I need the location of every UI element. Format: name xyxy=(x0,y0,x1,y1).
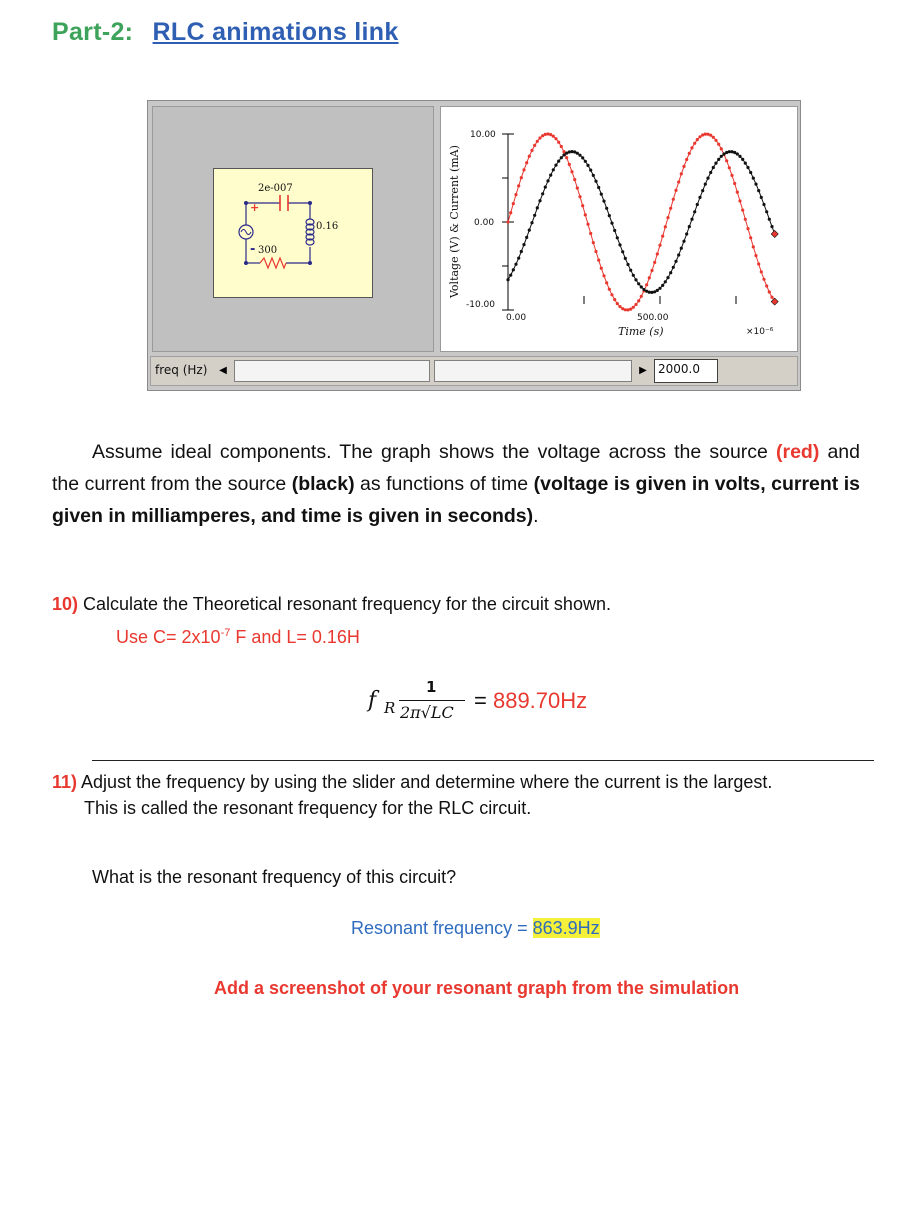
question-number: 11) xyxy=(52,772,78,792)
data-point xyxy=(688,152,691,155)
data-point xyxy=(736,152,739,155)
data-point xyxy=(517,184,520,187)
data-point xyxy=(618,243,621,246)
x-tick-label: 500.00 xyxy=(637,313,669,323)
data-point xyxy=(653,261,656,264)
data-point xyxy=(709,171,712,174)
data-point xyxy=(650,291,653,294)
fraction-denominator: 2π√LC xyxy=(400,703,454,722)
data-point xyxy=(584,213,587,216)
data-point xyxy=(765,284,768,287)
data-point xyxy=(610,222,613,225)
data-point xyxy=(525,161,528,164)
data-point xyxy=(762,203,765,206)
data-point xyxy=(592,174,595,177)
assume-text: . xyxy=(533,505,539,527)
data-point xyxy=(560,156,563,159)
data-point xyxy=(725,159,728,162)
question-text: Calculate the Theoretical resonant frequency for the circuit shown. xyxy=(78,594,611,614)
x-tick-label: 0.00 xyxy=(506,313,527,323)
data-point xyxy=(736,191,739,194)
question-number: 10) xyxy=(52,594,79,614)
given-suffix: F and L= 0.16H xyxy=(230,627,360,647)
data-point xyxy=(608,288,611,291)
data-point xyxy=(509,211,512,214)
data-point xyxy=(506,278,509,281)
data-point xyxy=(669,207,672,210)
data-point xyxy=(557,160,560,163)
rlc-animations-link[interactable]: RLC animations link xyxy=(152,18,399,46)
data-point xyxy=(616,302,619,305)
data-point xyxy=(506,220,509,223)
data-point xyxy=(512,202,515,205)
data-point xyxy=(661,284,664,287)
data-point xyxy=(610,293,613,296)
resonant-value: 863.9Hz xyxy=(532,918,600,938)
data-point xyxy=(717,158,720,161)
data-point xyxy=(536,206,539,209)
data-point xyxy=(554,137,557,140)
capacitor-icon xyxy=(280,195,288,211)
voltage-current-chart xyxy=(440,106,798,352)
data-point xyxy=(640,285,643,288)
data-point xyxy=(594,180,597,183)
data-point xyxy=(704,183,707,186)
data-point xyxy=(613,229,616,232)
data-point xyxy=(685,158,688,161)
slider-left-arrow-icon[interactable]: ◀ xyxy=(219,365,227,376)
data-point xyxy=(746,166,749,169)
y-axis-label: Voltage (V) & Current (mA) xyxy=(448,145,461,298)
black-keyword: (black) xyxy=(291,473,355,495)
data-point xyxy=(621,250,624,253)
data-point xyxy=(709,134,712,137)
data-point xyxy=(760,196,763,199)
data-point xyxy=(746,227,749,230)
data-point xyxy=(605,281,608,284)
data-point xyxy=(757,189,760,192)
data-point xyxy=(616,236,619,239)
data-point xyxy=(528,155,531,158)
circuit-diagram xyxy=(213,168,373,298)
data-point xyxy=(570,170,573,173)
data-point xyxy=(666,216,669,219)
data-point xyxy=(757,262,760,265)
data-point xyxy=(728,166,731,169)
data-point xyxy=(624,257,627,260)
question-text: Adjust the frequency by using the slider and determine where the current is the largest. xyxy=(77,772,773,792)
data-point xyxy=(576,186,579,189)
data-point xyxy=(677,180,680,183)
data-point xyxy=(530,221,533,224)
data-point xyxy=(549,174,552,177)
data-point xyxy=(717,143,720,146)
data-point xyxy=(557,141,560,144)
data-point xyxy=(562,150,565,153)
data-point xyxy=(514,193,517,196)
data-point xyxy=(768,290,771,293)
data-point xyxy=(552,135,555,138)
formula-result xyxy=(474,688,587,714)
minus-sign: - xyxy=(250,242,256,257)
x-scale-label: ×10⁻⁶ xyxy=(746,327,774,337)
data-point xyxy=(618,305,621,308)
data-point xyxy=(664,280,667,283)
data-point xyxy=(656,289,659,292)
given-exponent: -7 xyxy=(220,627,231,639)
data-point xyxy=(538,199,541,202)
data-point xyxy=(634,303,637,306)
data-point xyxy=(720,147,723,150)
data-point xyxy=(714,162,717,165)
data-point xyxy=(760,270,763,273)
heading-part: Part-2: xyxy=(52,18,134,46)
voltage-series xyxy=(506,132,778,311)
data-point xyxy=(698,135,701,138)
data-point xyxy=(594,250,597,253)
data-point xyxy=(669,271,672,274)
data-point xyxy=(536,140,539,143)
data-point xyxy=(581,156,584,159)
resistor-icon xyxy=(260,258,286,268)
data-point xyxy=(666,276,669,279)
data-point xyxy=(637,299,640,302)
data-point xyxy=(552,168,555,171)
question-11 xyxy=(52,772,772,793)
data-point xyxy=(528,229,531,232)
data-point xyxy=(738,199,741,202)
series-line xyxy=(508,152,775,293)
fraction-bar xyxy=(399,700,465,701)
data-point xyxy=(730,150,733,153)
divider xyxy=(92,760,874,761)
question-11-line-2: This is called the resonant frequency for the RLC circuit. xyxy=(84,798,532,818)
data-point xyxy=(645,283,648,286)
data-point xyxy=(546,132,549,135)
data-point xyxy=(680,172,683,175)
data-point xyxy=(605,207,608,210)
inductor-icon xyxy=(306,219,314,245)
resonant-answer xyxy=(351,918,600,939)
data-point xyxy=(754,254,757,257)
data-point xyxy=(730,174,733,177)
data-point xyxy=(637,282,640,285)
data-point xyxy=(706,177,709,180)
data-point xyxy=(570,150,573,153)
current-series xyxy=(506,150,778,294)
series-line xyxy=(508,134,775,310)
data-point xyxy=(629,308,632,311)
data-point xyxy=(602,200,605,203)
data-point xyxy=(613,298,616,301)
data-point xyxy=(597,186,600,189)
red-keyword: (red) xyxy=(776,441,820,463)
data-point xyxy=(712,166,715,169)
data-point xyxy=(690,146,693,149)
data-point xyxy=(696,203,699,206)
data-point xyxy=(690,218,693,221)
data-point xyxy=(568,150,571,153)
data-point xyxy=(626,308,629,311)
data-point xyxy=(752,177,755,180)
y-tick-label: -10.00 xyxy=(466,300,496,310)
assume-text: as functions of time xyxy=(354,473,534,495)
data-point xyxy=(517,257,520,260)
data-point xyxy=(722,152,725,155)
assume-text: Assume ideal components. The graph shows the voltage across the source xyxy=(92,441,776,463)
assumption-paragraph xyxy=(52,436,860,532)
page-heading xyxy=(52,18,399,47)
data-point xyxy=(520,176,523,179)
data-point xyxy=(744,218,747,221)
series-end-marker xyxy=(771,230,778,237)
data-point xyxy=(677,253,680,256)
data-point xyxy=(629,269,632,272)
data-point xyxy=(544,186,547,189)
data-point xyxy=(672,266,675,269)
data-point xyxy=(752,245,755,248)
data-point xyxy=(578,154,581,157)
x-axis-label: Time (s) xyxy=(618,325,664,338)
data-point xyxy=(581,204,584,207)
data-point xyxy=(533,144,536,147)
freq-slider-track[interactable] xyxy=(434,360,632,382)
data-point xyxy=(741,209,744,212)
data-point xyxy=(762,278,765,281)
data-point xyxy=(568,163,571,166)
data-point xyxy=(696,138,699,141)
data-point xyxy=(680,247,683,250)
data-point xyxy=(608,214,611,217)
data-point xyxy=(720,155,723,158)
data-point xyxy=(698,196,701,199)
data-point xyxy=(509,274,512,277)
data-point xyxy=(514,263,517,266)
data-point xyxy=(648,276,651,279)
chart-axes xyxy=(502,134,736,310)
theoretical-frequency-value: 889.70Hz xyxy=(492,688,588,713)
data-point xyxy=(632,306,635,309)
data-point xyxy=(522,168,525,171)
data-point xyxy=(626,263,629,266)
data-point xyxy=(576,152,579,155)
inductor-label: 0.16 xyxy=(316,221,339,232)
data-point xyxy=(586,223,589,226)
screenshot-instruction: Add a screenshot of your resonant graph from the simulation xyxy=(214,978,740,998)
data-point xyxy=(600,193,603,196)
data-point xyxy=(765,210,768,213)
resistor-label: 300 xyxy=(258,245,278,256)
data-point xyxy=(658,287,661,290)
data-point xyxy=(642,288,645,291)
slider-right-arrow-icon[interactable]: ▶ xyxy=(639,365,647,376)
data-point xyxy=(658,244,661,247)
data-point xyxy=(600,267,603,270)
series-end-marker xyxy=(771,298,778,305)
data-point xyxy=(520,250,523,253)
data-point xyxy=(770,296,773,299)
units-note: (voltage is given in volts, current is given in milliamperes, and time is given in seconds) xyxy=(52,473,860,527)
data-point xyxy=(578,195,581,198)
data-point xyxy=(525,236,528,239)
data-point xyxy=(522,243,525,246)
data-point xyxy=(741,158,744,161)
data-point xyxy=(749,236,752,239)
data-point xyxy=(573,178,576,181)
data-point xyxy=(565,156,568,159)
data-point xyxy=(632,274,635,277)
formula-f: f xyxy=(368,688,377,713)
data-point xyxy=(589,169,592,172)
data-point xyxy=(738,155,741,158)
data-point xyxy=(688,225,691,228)
data-point xyxy=(749,171,752,174)
data-point xyxy=(682,165,685,168)
ac-source-icon xyxy=(239,225,253,239)
data-point xyxy=(733,182,736,185)
data-point xyxy=(693,142,696,145)
data-point xyxy=(538,136,541,139)
given-prefix: Use C= 2x10 xyxy=(116,627,221,647)
data-point xyxy=(754,183,757,186)
data-point xyxy=(768,218,771,221)
data-point xyxy=(584,160,587,163)
resonant-question: What is the resonant frequency of this circuit? xyxy=(92,867,457,887)
data-point xyxy=(685,232,688,235)
data-point xyxy=(544,133,547,136)
freq-label: freq (Hz) xyxy=(155,363,208,377)
data-point xyxy=(650,269,653,272)
equals-sign: = xyxy=(474,688,493,713)
data-point xyxy=(656,252,659,255)
data-point xyxy=(674,189,677,192)
data-point xyxy=(661,235,664,238)
data-point xyxy=(682,240,685,243)
data-point xyxy=(562,153,565,156)
data-point xyxy=(672,198,675,201)
capacitor-label: 2e-007 xyxy=(258,183,293,194)
freq-value-input[interactable]: 2000.0 xyxy=(654,359,718,383)
data-point xyxy=(712,136,715,139)
data-point xyxy=(664,225,667,228)
given-values xyxy=(116,627,360,648)
data-point xyxy=(714,139,717,142)
y-tick-label: 0.00 xyxy=(474,218,495,228)
fraction-numerator: 1 xyxy=(426,678,437,696)
data-point xyxy=(744,162,747,165)
plus-sign: + xyxy=(250,201,260,214)
circuit-schematic xyxy=(214,169,372,297)
data-point xyxy=(701,189,704,192)
data-point xyxy=(533,214,536,217)
formula-subscript: R xyxy=(384,699,396,717)
assume-text: and the current from the source xyxy=(52,441,860,495)
data-point xyxy=(554,164,557,167)
data-point xyxy=(546,179,549,182)
data-point xyxy=(770,225,773,228)
data-point xyxy=(541,192,544,195)
freq-slider-track[interactable] xyxy=(234,360,430,382)
data-point xyxy=(693,210,696,213)
data-point xyxy=(634,278,637,281)
data-point xyxy=(589,232,592,235)
data-point xyxy=(560,145,563,148)
y-tick-label: 10.00 xyxy=(470,130,496,140)
question-10 xyxy=(52,594,611,615)
data-point xyxy=(597,259,600,262)
resonant-label: Resonant frequency = xyxy=(351,918,533,938)
data-point xyxy=(592,241,595,244)
data-point xyxy=(530,149,533,152)
data-point xyxy=(512,268,515,271)
data-point xyxy=(586,164,589,167)
data-point xyxy=(640,295,643,298)
data-point xyxy=(602,274,605,277)
data-point xyxy=(674,260,677,263)
